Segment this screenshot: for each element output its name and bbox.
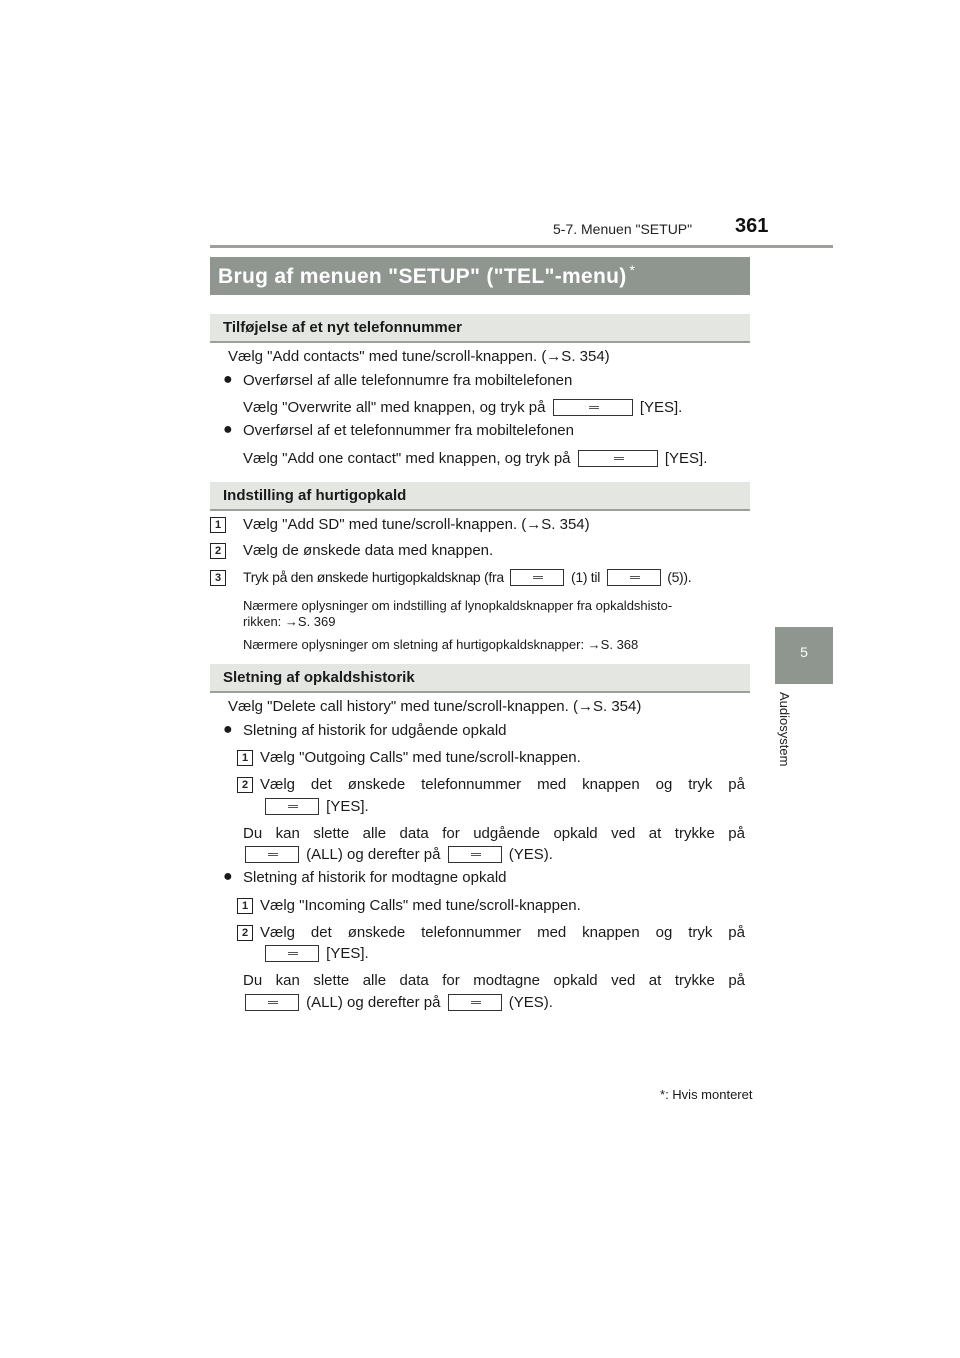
chapter-tab (775, 627, 833, 684)
step-number: 1 (237, 898, 253, 914)
section-header: 5-7. Menuen "SETUP" (553, 221, 693, 237)
button-icon (448, 846, 502, 863)
bullet-icon: ● (223, 868, 233, 885)
step-number: 2 (210, 543, 226, 559)
intro-text: Vælg "Add contacts" med tune/scroll-knappen. (→S. 354) (228, 348, 610, 365)
note-text: (ALL) og derefter på (YES). (242, 994, 553, 1011)
bullet-title: Overførsel af alle telefonnumre fra mobiltelefonen (243, 372, 573, 389)
step-text: Vælg de ønskede data med knappen. (243, 542, 494, 559)
button-icon (265, 945, 319, 962)
step-text: Vælg "Incoming Calls" med tune/scroll-knappen. (260, 897, 581, 914)
note-text: Nærmere oplysninger om indstilling af lynopkaldsknapper fra opkaldshisto- (243, 598, 673, 613)
chapter-number: 5 (800, 644, 808, 660)
step-number: 1 (237, 750, 253, 766)
note-text: (ALL) og derefter på (YES). (242, 846, 553, 863)
step-text: Vælg det ønskede telefonnummer med knappen og tryk på (260, 776, 745, 793)
step-number: 2 (237, 777, 253, 793)
step-text: Vælg "Outgoing Calls" med tune/scroll-knappen. (260, 749, 581, 766)
bullet-title: Overførsel af et telefonnummer fra mobiltelefonen (243, 422, 574, 439)
bullet-icon: ● (223, 371, 233, 388)
button-icon (265, 798, 319, 815)
page-number: 361 (735, 215, 769, 237)
chapter-label: Audiosystem (777, 692, 792, 767)
page-title-bar (210, 257, 750, 295)
button-icon (448, 994, 502, 1011)
button-icon (510, 569, 564, 586)
asterisk-icon: * (660, 1087, 666, 1102)
step-text: Vælg "Add SD" med tune/scroll-knappen. (→S. 354) (243, 516, 590, 533)
button-icon (578, 450, 658, 467)
bullet-text: Vælg "Overwrite all" med knappen, og tryk på [YES]. (243, 399, 683, 416)
step-number: 1 (210, 517, 226, 533)
step-number: 3 (210, 570, 226, 586)
step-text: Tryk på den ønskede hurtigopkaldsknap (fra (1) til (5)). (243, 569, 692, 585)
section-heading-add-number: Tilføjelse af et nyt telefonnummer (210, 314, 750, 343)
note-text: Nærmere oplysninger om sletning af hurtigopkaldsknapper: →S. 368 (243, 637, 639, 652)
bullet-title: Sletning af historik for modtagne opkald (243, 869, 507, 886)
step-text: [YES]. (262, 798, 369, 815)
note-text: Du kan slette alle data for modtagne opkald ved at trykke på (243, 972, 745, 989)
footnote: *: Hvis monteret (660, 1087, 753, 1102)
page-title: Brug af menuen "SETUP" ("TEL"-menu) * (218, 262, 636, 288)
asterisk-icon: * (629, 262, 636, 278)
note-text: rikken: →S. 369 (243, 614, 336, 629)
note-text: Du kan slette alle data for udgående opkald ved at trykke på (243, 825, 745, 842)
bullet-icon: ● (223, 721, 233, 738)
step-number: 2 (237, 925, 253, 941)
button-icon (553, 399, 633, 416)
section-heading-delete-history: Sletning af opkaldshistorik (210, 664, 750, 693)
header-divider (210, 245, 833, 248)
bullet-text: Vælg "Add one contact" med knappen, og tryk på [YES]. (243, 450, 708, 467)
button-icon (245, 846, 299, 863)
step-text: Vælg det ønskede telefonnummer med knappen og tryk på (260, 924, 745, 941)
button-icon (607, 569, 661, 586)
bullet-icon: ● (223, 421, 233, 438)
step-text: [YES]. (262, 945, 369, 962)
section-heading-speed-dial: Indstilling af hurtigopkald (210, 482, 750, 511)
intro-text: Vælg "Delete call history" med tune/scroll-knappen. (→S. 354) (228, 698, 642, 715)
bullet-title: Sletning af historik for udgående opkald (243, 722, 507, 739)
button-icon (245, 994, 299, 1011)
